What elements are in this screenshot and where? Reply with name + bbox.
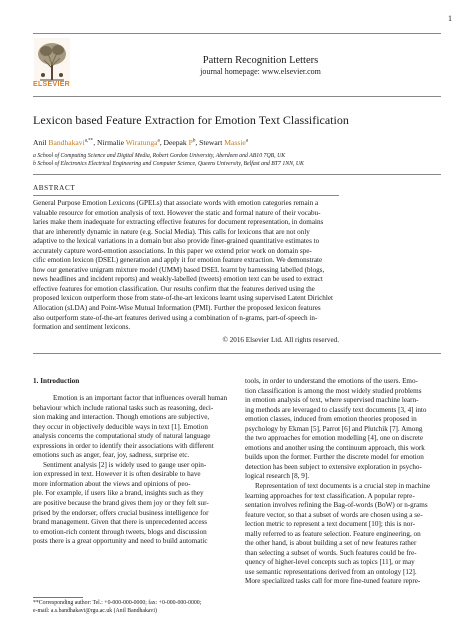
body-line: ion expressed in text. However it is often desirable to have bbox=[33, 470, 201, 479]
author-list: Anil Bandhakavi$^{a,**}$, Nirmalie Wiratunga$^a$, Deepak $P^b$, Stewart Massie$^a$ bbox=[33, 138, 249, 147]
footnote-line: **Corresponding author: Tel.: +0-000-000-0000; fax: +0-000-000-0000; bbox=[33, 600, 202, 606]
body-line: to emotion-rich content through tweets, blogs and discussion bbox=[33, 527, 207, 536]
abstract-bottom-rule bbox=[33, 353, 441, 354]
abstract-line: cific emotion lexicon (DSEL) generation and apply it for emotion feature extraction. We demonstrate bbox=[33, 256, 323, 265]
body-line: more information about the views and opinions of peo- bbox=[33, 479, 191, 488]
footnote-rule bbox=[33, 597, 83, 598]
article-title: Lexicon based Feature Extraction for Emotion Text Classification bbox=[33, 113, 349, 127]
abstract-line: also outperform state-of-the-art features derived using a combination of n-grams, part-of-speech in- bbox=[33, 313, 318, 322]
abstract-heading: ABSTRACT bbox=[33, 184, 76, 192]
body-line: expressions in order to identify their associations with different bbox=[33, 441, 214, 450]
body-line: ple. For example, if users like a brand, insights such as they bbox=[33, 489, 204, 498]
journal-homepage: journal homepage: www.elsevier.com bbox=[200, 67, 321, 76]
abstract-line: accurately capture word-emotion associations. In this paper we extend prior work on domain spe- bbox=[33, 246, 312, 255]
body-line: prised by the endorser, offers crucial business intelligence for bbox=[33, 508, 209, 517]
body-line: the two approaches for emotion modelling [4], one on discrete bbox=[245, 434, 424, 443]
body-line: posts there is a great opportunity and need to build automatic bbox=[33, 537, 208, 546]
author-4[interactable]: Stewart Massie$^a$ bbox=[199, 138, 249, 147]
header-bottom-rule bbox=[33, 96, 441, 97]
body-line: learning approaches for text classification. A popular repre- bbox=[245, 491, 415, 500]
body-line: logical research [8, 9]. bbox=[245, 472, 310, 481]
abstract-line: laries make them inadequate for extracting effective features for document representation, in domains bbox=[33, 218, 324, 227]
affiliation-b: b School of Electronics Electrical Engineering and Computer Science, Queens University, Belfast and BT7 1NN, UK bbox=[33, 161, 304, 167]
body-line: feature vector, so that a subset of words are chosen using a se- bbox=[245, 510, 423, 519]
header-top-rule bbox=[33, 33, 441, 34]
journal-title: Pattern Recognition Letters bbox=[202, 55, 319, 66]
body-line: they occur in objectively deducible ways in text [1]. Emotion bbox=[33, 422, 208, 431]
body-line: behaviour which include rational tasks such as reasoning, deci- bbox=[33, 403, 214, 412]
body-line: emotion classes, induced from emotion theories proposed in bbox=[245, 415, 417, 424]
author-1[interactable]: Anil Bandhakavi$^{a,**}$ bbox=[33, 138, 94, 147]
footnote-email-line[interactable]: e-mail: a.s.bandhakavi@rgu.ac.uk (Anil Bandhakavi) bbox=[33, 607, 157, 614]
abstract-line: valuable resource for emotion analysis of text. However the static and formal nature of their vocabu- bbox=[33, 208, 321, 217]
body-line: in emotion analysis of text, where supervised machine learn- bbox=[245, 396, 419, 405]
journal-header bbox=[80, 55, 441, 76]
body-line: the other hand, is about building a set of new features rather bbox=[245, 539, 417, 548]
publisher-name: ELSEVIER bbox=[33, 81, 71, 88]
affiliation-a: a School of Computing Science and Digital Media, Robert Gordon University, Aberdeen and AB10 7QB, UK bbox=[33, 153, 286, 159]
body-line: analysis concerns the computational study of natural language bbox=[33, 432, 211, 441]
body-line: detection has been subject to extensive exploration in psycho- bbox=[245, 462, 422, 471]
abstract-line: formation and sentiment lexicons. bbox=[33, 323, 131, 332]
right-column bbox=[245, 377, 445, 587]
abstract-line: proposed lexicon outperform those from state-of-the-art lexicons learnt using supervised Latent Dirichlet bbox=[33, 294, 334, 303]
copyright-notice: © 2016 Elsevier Ltd. All rights reserved. bbox=[222, 336, 339, 344]
body-line: brand management. Given that there is unprecedented access bbox=[33, 518, 208, 527]
abstract-line: that are inherently dynamic in nature (e.g. Social Media). This calls for lexicons that are not only bbox=[33, 227, 310, 236]
body-line: mally referred to as feature selection. Feature engineering, on bbox=[245, 529, 421, 538]
body-line: Sentiment analysis [2] is widely used to gauge user opin- bbox=[43, 460, 207, 469]
body-line: ing methods are leveraged to classify text documents [3, 4] into bbox=[245, 405, 427, 414]
body-line: than selecting a subset of words. Such features could be fre- bbox=[245, 548, 417, 557]
body-line: More specialized tasks call for more fine-tuned feature repre- bbox=[245, 577, 421, 586]
footnote bbox=[33, 600, 201, 615]
body-line: quency of higher-level concepts such as topics [11], or may bbox=[245, 558, 415, 567]
abstract-line: news headlines and incident reports) and weakly-labelled (tweets) emotion text can be used to extract bbox=[33, 275, 323, 284]
body-line: tools, in order to understand the emotions of the users. Emo- bbox=[245, 377, 418, 385]
abstract-line: Allocation (sLDA) and Point-Wise Mutual Information (PMI). Further the proposed lexicon features bbox=[33, 304, 321, 313]
body-line: are positive because the brand gives them joy or they felt sur- bbox=[33, 499, 209, 508]
abstract-rule bbox=[33, 195, 339, 196]
body-line: emotions and another using the continuum approach, this work bbox=[245, 443, 425, 452]
body-line: lection metric to represent a text document [10]; this is nor- bbox=[245, 520, 415, 529]
abstract-line: adaptive to the lexical variations in a domain but also provide finer-grained quantitative estimates to bbox=[33, 237, 320, 246]
body-line: use semantic representations derived from an ontology [12]. bbox=[245, 567, 417, 576]
page-number: 1 bbox=[448, 14, 452, 23]
body-line: Emotion is an important factor that influences overall human bbox=[53, 394, 228, 402]
author-3[interactable]: Deepak $P^b$ bbox=[163, 138, 196, 147]
abstract-line: General Purpose Emotion Lexicons (GPELs) that associate words with emotion categories remain a bbox=[33, 199, 319, 207]
left-column bbox=[33, 394, 233, 547]
body-line: psychology by Ekman [5], Parrot [6] and Plutchik [7]. Among bbox=[245, 424, 423, 433]
affiliation-rule bbox=[33, 174, 441, 175]
body-line: emotions such as anger, fear, joy, sadness, surprise etc. bbox=[33, 451, 190, 460]
body-line: sentation involves refining the Bag-of-words (BoW) or n-grams bbox=[245, 501, 428, 510]
abstract-line: how our generative unigram mixture model (UMM) based DSEL learnt by harnessing labelled (blogs, bbox=[33, 265, 325, 274]
author-2[interactable]: Nirmalie Wiratunga$^a$ bbox=[96, 138, 160, 147]
abstract-line: effective features for emotion classification. Our results confirm that the features derived using the bbox=[33, 284, 315, 293]
body-line: Representation of text documents is a crucial step in machine bbox=[255, 482, 431, 491]
abstract-body bbox=[33, 199, 339, 333]
body-line: tion classification is among the most widely studied problems bbox=[245, 386, 422, 395]
section-heading-introduction: 1. Introduction bbox=[33, 377, 80, 385]
body-line: sion making and interaction. Though emotions are subjective, bbox=[33, 413, 210, 422]
body-line: builds upon the former. Further the discrete model for emotion bbox=[245, 453, 424, 462]
